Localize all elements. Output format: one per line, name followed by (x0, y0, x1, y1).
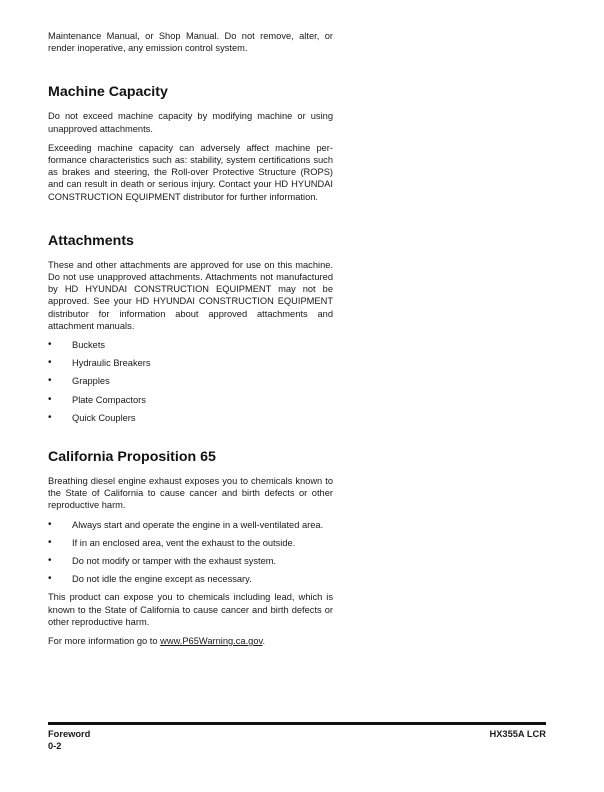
bullet-icon: • (48, 339, 52, 351)
attachments-heading: Attachments (48, 232, 134, 249)
footer-section-label (48, 728, 90, 752)
bullet-icon: • (48, 357, 52, 369)
list-item: • If in an enclosed area, vent the exhaust to the outside. (48, 536, 296, 548)
intro-paragraph: Maintenance Manual, or Shop Manual. Do not remove, alter, or render inoperative, any emission control system. (48, 31, 333, 54)
bullet-icon: • (48, 375, 52, 387)
prop65-list (48, 519, 333, 586)
list-item: • Quick Couplers (48, 411, 136, 423)
content-column (48, 30, 333, 654)
footer-model: HX355A LCR (489, 729, 546, 739)
prop65-paragraph-1: Breathing diesel engine exhaust exposes you to chemicals known to the State of California to cause cancer and birth defects or other reproductive harm. (48, 476, 333, 511)
attachments-paragraph: These and other attachments are approved for use on this machine. Do not use unapproved attachments. Attachments not manufactured by HD HYUNDAI CONSTRUCTION EQUIPMENT may not be approved. See your HD HYUNDAI CONSTRUCTION EQUIPMENT distributor for information about approved attachments and attachment manuals. (48, 259, 333, 331)
p65-warning-link[interactable]: www.P65Warning.ca.gov (160, 636, 263, 647)
bullet-icon: • (48, 573, 52, 585)
footer-section: Foreword (48, 729, 91, 739)
bullet-icon: • (48, 411, 52, 423)
footer-divider (48, 722, 546, 725)
attachments-list (48, 339, 333, 424)
bullet-icon: • (48, 536, 52, 548)
prop65-paragraph-2: This product can expose you to chemicals including lead, which is known to the State of California to cause cancer and birth defects or other reproductive harm. (48, 592, 333, 627)
machine-capacity-paragraph-2: Exceeding machine capacity can adversely affect machine performance characteristics such as: stability, system certifications such as brakes and steering, the Roll-over Protective Structure (ROPS) and can result in death or serious injury. Contact your HD HYUNDAI CONSTRUCTION EQUIPMENT distributor for further information. (48, 142, 333, 202)
list-item: • Always start and operate the engine in a well-ventilated area. (48, 518, 324, 530)
list-item: • Buckets (48, 339, 106, 351)
bullet-icon: • (48, 555, 52, 567)
list-item: • Plate Compactors (48, 393, 146, 405)
machine-capacity-paragraph-1: Do not exceed machine capacity by modifying machine or using unapproved attachments. (48, 111, 333, 134)
list-item: • Hydraulic Breakers (48, 357, 151, 369)
bullet-icon: • (48, 518, 52, 530)
bullet-icon: • (48, 393, 52, 405)
more-info-line: For more information go to www.P65Warning.ca.gov. (48, 636, 266, 647)
machine-capacity-heading: Machine Capacity (48, 84, 168, 101)
footer-page-number: 0-2 (48, 741, 62, 751)
list-item: • Do not modify or tamper with the exhaust system. (48, 555, 277, 567)
prop65-heading: California Proposition 65 (48, 449, 216, 466)
list-item: • Grapples (48, 375, 110, 387)
list-item: • Do not idle the engine except as necessary. (48, 573, 252, 585)
